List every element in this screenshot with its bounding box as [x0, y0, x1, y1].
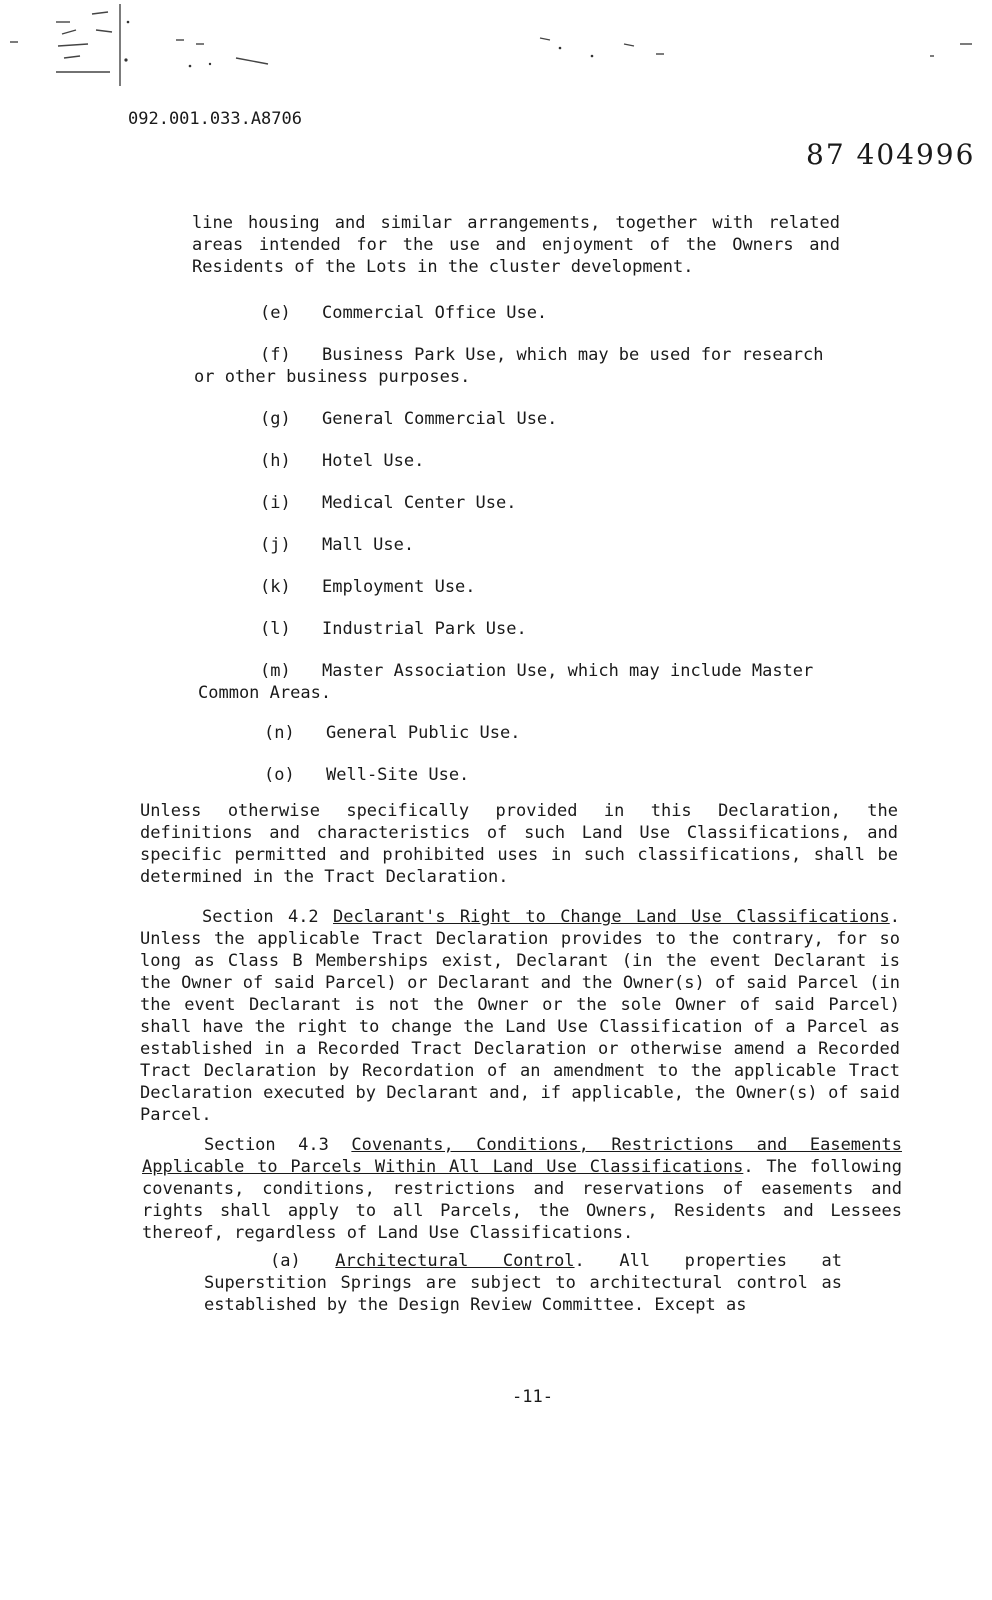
item-label: (l): [260, 619, 291, 639]
item-label: (o): [264, 765, 295, 785]
subsection-title: Architectural Control: [335, 1251, 575, 1271]
unless-paragraph: [140, 800, 898, 888]
list-item-g: [260, 408, 557, 430]
list-item-e: [260, 302, 547, 324]
item-label: (g): [260, 409, 291, 429]
list-item-h: [260, 450, 424, 472]
document-id: 092.001.033.A8706: [128, 109, 302, 129]
item-text: Business Park Use, which may be used for research: [322, 345, 824, 365]
scan-noise-marks: [0, 0, 992, 100]
intro-paragraph: [192, 212, 840, 278]
section-number: Section 4.2: [202, 907, 319, 927]
list-item-i: [260, 492, 516, 514]
section-title: Declarant's Right to Change Land Use Classifications: [333, 907, 890, 927]
subsection-label: (a): [270, 1251, 301, 1271]
list-item-f-continuation: or other business purposes.: [194, 367, 471, 387]
item-label: (n): [264, 723, 295, 743]
list-item-l: [260, 618, 527, 640]
item-text: Mall Use.: [322, 535, 415, 555]
list-item-n: [264, 722, 520, 744]
section-body: The following covenants, conditions, restrictions and reservations of easements and rights shall apply to all Parcels, the Owners, Residents and Lessees thereof, regardless of Land Use Classifications.: [142, 1157, 902, 1243]
item-label: (i): [260, 493, 291, 513]
item-text: Medical Center Use.: [322, 493, 517, 513]
item-label: (e): [260, 303, 291, 323]
list-item-k: [260, 576, 476, 598]
intro-paragraph-text: line housing and similar arrangements, together with related areas intended for the use and enjoyment of the Owners and Residents of the Lots in the cluster development.: [192, 213, 840, 277]
item-text: Hotel Use.: [322, 451, 425, 471]
list-item-m-continuation: Common Areas.: [198, 683, 332, 703]
item-text: Commercial Office Use.: [322, 303, 548, 323]
item-text: General Commercial Use.: [322, 409, 558, 429]
list-item-f: [260, 344, 824, 366]
section-title: Covenants, Conditions, Restrictions and Easements Applicable to Parcels Within All Land Use Classifications: [142, 1135, 902, 1177]
section-number: Section 4.3: [204, 1135, 329, 1155]
page-number: -11-: [512, 1387, 553, 1407]
subsection-a: (a) Architectural Control. All properties at Superstition Springs are subject to architectural control as established by the Design Review Committee. Except as: [204, 1251, 842, 1315]
list-item-m: [260, 660, 813, 682]
item-text: Master Association Use, which may include Master: [322, 661, 814, 681]
item-text: Industrial Park Use.: [322, 619, 527, 639]
item-text: Employment Use.: [322, 577, 476, 597]
list-item-o: [264, 764, 469, 786]
subsection-body: All properties at Superstition Springs are subject to architectural control as established by the Design Review Committee. Except as: [204, 1251, 842, 1315]
item-label: (j): [260, 535, 291, 555]
item-label: (m): [260, 661, 291, 681]
unless-paragraph-text: Unless otherwise specifically provided in this Declaration, the definitions and characteristics of such Land Use Classifications, and specific permitted and prohibited uses in such classifications, shall be determined in the Tract Declaration.: [140, 801, 898, 887]
list-item-j: [260, 534, 414, 556]
item-text: Well-Site Use.: [326, 765, 470, 785]
item-text: General Public Use.: [326, 723, 521, 743]
item-label: (k): [260, 577, 291, 597]
item-label: (f): [260, 345, 291, 365]
recording-number: 87 404996: [806, 138, 976, 171]
section-body: Unless the applicable Tract Declaration provides to the contrary, for so long as Class B Memberships exist, Declarant (in the event Declarant is the Owner of said Parcel) or Declarant and the Owner(s) of said Parcel (in the event Declarant is not the Owner or the sole Owner of said Parcel) shall have the right to change the Land Use Classification of a Parcel as established in a Recorded Tract Declaration or otherwise amend a Recorded Tract Declaration by Recordation of an amendment to the applicable Tract Declaration executed by Declarant and, if applicable, the Owner(s) of said Parcel.: [140, 929, 900, 1125]
section-4-2: Section 4.2 Declarant's Right to Change Land Use Classifications. Unless the applicable Tract Declaration provides to the contrary, for so long as Class B Memberships exist, Declarant (in the event Declarant is the Owner of said Parcel) or Declarant and the Owner(s) of said Parcel (in the event Declarant is not the Owner or the sole Owner of said Parcel) shall have the right to change the Land Use Classification of a Parcel as established in a Recorded Tract Declaration or otherwise amend a Recorded Tract Declaration by Recordation of an amendment to the applicable Tract Declaration executed by Declarant and, if applicable, the Owner(s) of said Parcel.: [140, 907, 900, 1125]
section-4-3: Section 4.3 Covenants, Conditions, Restrictions and Easements Applicable to Parcels Within All Land Use Classifications. The following covenants, conditions, restrictions and reservations of easements and rights shall apply to all Parcels, the Owners, Residents and Lessees thereof, regardless of Land Use Classifications.: [142, 1135, 902, 1243]
item-label: (h): [260, 451, 291, 471]
